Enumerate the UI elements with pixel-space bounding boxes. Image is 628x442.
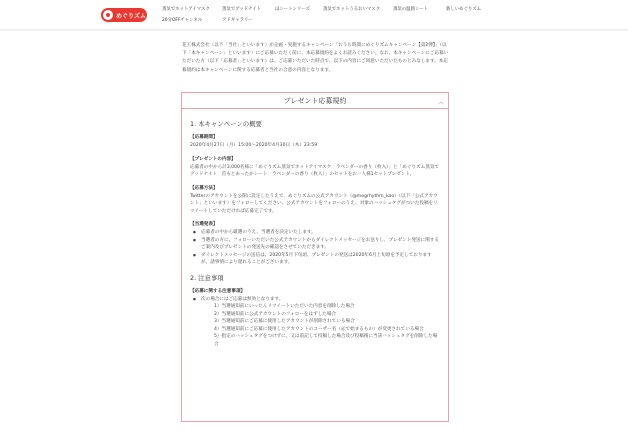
site-header <box>0 0 628 30</box>
prize-text: 応募者の中から計3,000名様に「めぐりズム蒸気でホットアイマスク ラベンダーの香り（枚入）」と「めぐりズム蒸気でグッドナイト 首もとあったかシート ラベンダーの香り（枚入）」のセットをお一人様1セットプレゼント。 <box>190 164 439 177</box>
nav-item-moist-mask[interactable]: 蒸気でホットうるおいマスク <box>323 7 381 12</box>
brand-logo[interactable] <box>101 8 147 22</box>
nav-item-ad-gallery[interactable]: アドギャラリー <box>222 18 253 23</box>
subheading-entry-notes: 【応募に関する注意事項】 <box>190 288 246 294</box>
list-item: ● ダイレクトメッセージの送信は、2020年5月下旬頃、プレゼントの発送は2020年6月上旬頃を予定しておりますが、諸事情により遅れることがございます。 <box>190 252 440 267</box>
rules-panel-header[interactable] <box>182 93 448 109</box>
nav-item-good-night[interactable]: 蒸気でグッドナイト <box>222 7 261 12</box>
rules-body <box>182 109 448 348</box>
section-title-notes: 2. 注意事項 <box>190 273 224 282</box>
list-item: 3）当選通知前にご応募に使用したアカウントが削除されている場合 <box>214 319 355 324</box>
list-item: 2）当選通知前に公式アカウントのフォローをはずした場合 <box>214 311 337 317</box>
intro-text: 花王株式会社（以下「当社」といいます）が企画・実施するキャンペーン「おうち時間にめぐりズムキャンペーン【第2弾】」（以下「本キャンペーン」といいます）にご応募いただく前に、本応募規約をよくお読みください。なお、本キャンペーンにご応募いただいた方（以下「応募者」といいます）は、ご応募いただいた時点で、以下の内容にご同意いただいたものとみなします。本応募規約は本キャンペーンに関する応募者と当社の合意の内容となります。 <box>182 43 449 73</box>
subheading-period: 【応募期間】 <box>190 135 218 140</box>
logo-text: めぐりズム <box>116 12 147 20</box>
list-item: ● 当選者の方に、フォローいただいた公式アカウントからダイレクトメッセージをお送りし、プレゼント発送に関するご案内及びプレゼントの発送先の確認をさせていただきます。 <box>190 237 440 252</box>
rules-title: プレゼント応募規約 <box>283 96 347 105</box>
chevron-up-icon[interactable]: ︿ <box>437 99 444 106</box>
list-item: 1）当選通知前にいったんリツイートいただいた内容を削除した場合 <box>214 304 355 309</box>
subheading-how-to-enter: 【応募方法】 <box>190 185 218 191</box>
entry-notes-list <box>190 296 440 304</box>
rules-panel <box>181 92 449 422</box>
subheading-prize: 【プレゼントの内容】 <box>190 156 236 162</box>
how-to-enter-text: Twitterのアカウントを公開に設定したうえで、めぐりズムの公式アカウント（@megrhythm_kao）（以下「公式アカウント」といいます）をフォローしてください。公式アカウントをフォローのうえ、対象のハッシュタグがついた投稿をリツイートしていただければ応募完了です。 <box>190 193 438 214</box>
period-text: 2020年4月27日（月）15:00〜2020年4月30日（木）23:59 <box>190 143 318 148</box>
list-item: ● 応募者の中から厳選のうえ、当選者を決定いたします。 <box>190 229 440 237</box>
nav-row-primary <box>162 4 492 15</box>
nav-item-hot-eye-mask[interactable]: 蒸気でホットアイマスク <box>162 7 210 12</box>
announcement-list <box>190 229 440 267</box>
subheading-announcement: 【当選発表】 <box>190 222 218 227</box>
nav-row-secondary <box>162 15 492 26</box>
list-item: 4）当選通知前にご応募に使用したアカウントのユーザー名（＠で始まるもの）が変更されている場合 <box>214 326 424 332</box>
invalid-conditions-list <box>190 303 440 348</box>
nav-item-20min-channel[interactable]: 20分OFFチャンネル <box>162 18 203 23</box>
main-nav <box>162 4 492 26</box>
nav-item-heat-sheet[interactable]: 蒸気の温熱シート <box>393 7 429 12</box>
logo-mark-icon <box>103 10 113 20</box>
nav-item-sheet-series[interactable]: ほシートシリーズ <box>275 7 310 12</box>
list-item: ● 次の場合にはご応募は無効となります。 <box>190 296 440 304</box>
nav-item-new-megrhythm[interactable]: 新しいめぐりズム <box>446 7 482 12</box>
list-item: 5）指定のハッシュタグをつけずに、又は前記して投稿した場合及び投稿後に当該ハッシュタグを削除した場合 <box>214 334 438 347</box>
section-title-overview: 1. 本キャンペーンの概要 <box>190 120 262 128</box>
